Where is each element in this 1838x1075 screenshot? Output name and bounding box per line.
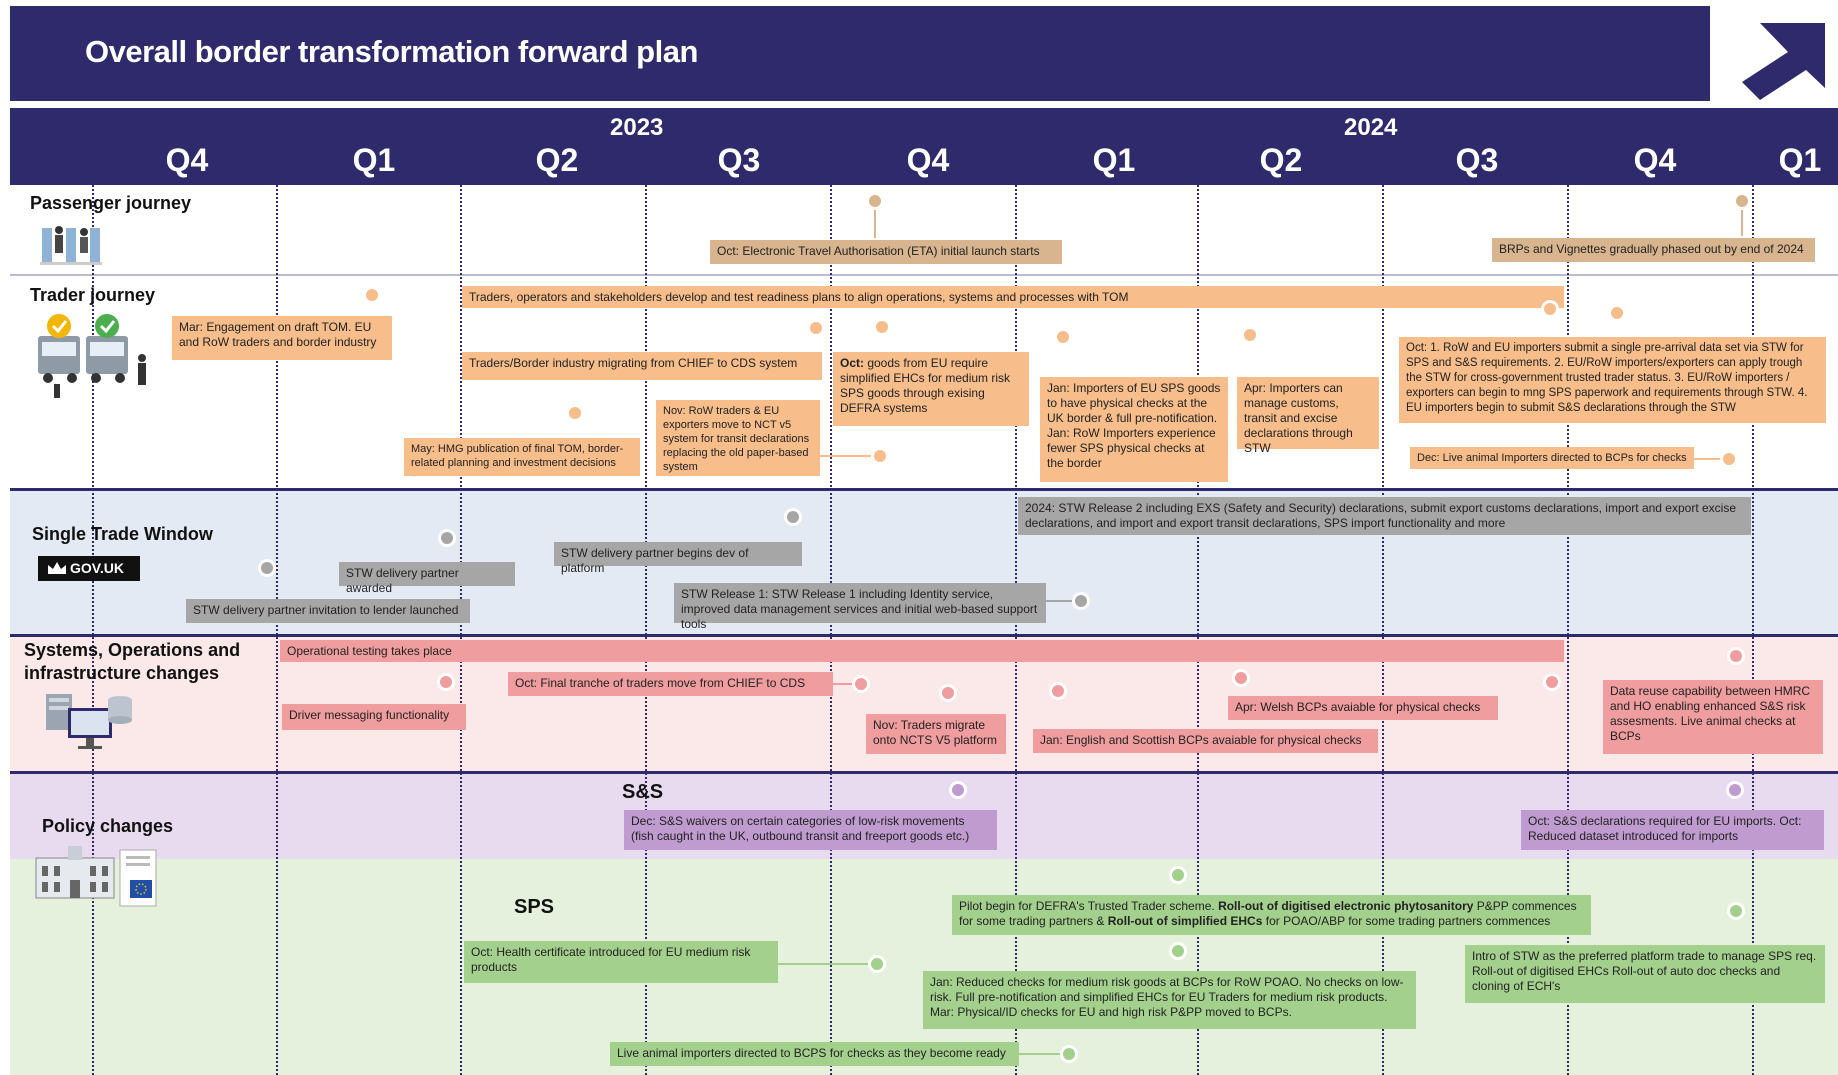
milestone-sps-pilot bbox=[952, 895, 1591, 935]
milestone-apr-welsh-bcps: Apr: Welsh BCPs avaiable for physical checks bbox=[1228, 696, 1498, 720]
milestone-brp: BRPs and Vignettes gradually phased out by end of 2024 bbox=[1492, 238, 1815, 262]
quarter-label: Q4 bbox=[1633, 142, 1677, 178]
bar-stw-release2: 2024: STW Release 2 including EXS (Safety and Security) declarations, submit export customs declarations, import and export excise declarations, and import and export transit declarations, SPS import functionality and more bbox=[1018, 497, 1751, 535]
pilot-text-b: Roll-out of digitised electronic phytosanitory bbox=[1218, 899, 1474, 913]
oct-label: Oct: bbox=[840, 356, 864, 370]
milestone-jan-reduced-checks: Jan: Reduced checks for medium risk goods at BCPs for RoW POAO. No checks on low-risk. Full pre-notification and simplified EHCs for EU Traders for medium risk products. Mar: Physical/ID checks for EU and high risk P&PP moved to BCPs. bbox=[923, 971, 1416, 1029]
milestone-dot bbox=[868, 955, 886, 973]
milestone-dot bbox=[939, 684, 957, 702]
quarter-label: Q1 bbox=[1778, 142, 1822, 178]
milestone-stw-invitation: STW delivery partner invitation to lender launched bbox=[186, 599, 470, 623]
servers-computer-icon bbox=[44, 690, 134, 756]
pilot-text-c: P&PP commences for some trading partners & bbox=[959, 899, 1577, 928]
milestone-dot bbox=[1726, 781, 1744, 799]
milestone-dot bbox=[1720, 450, 1738, 468]
quarter-divider bbox=[1752, 150, 1754, 1075]
milestone-dot bbox=[873, 318, 891, 336]
milestone-dot bbox=[949, 781, 967, 799]
quarter-label: Q3 bbox=[1455, 142, 1499, 178]
parliament-eu-icon bbox=[34, 846, 160, 910]
milestone-eta: Oct: Electronic Travel Authorisation (ETA) initial launch starts bbox=[710, 240, 1062, 264]
lane-title-trader: Trader journey bbox=[30, 285, 156, 305]
milestone-dot bbox=[1049, 682, 1067, 700]
bar-readiness-plans: Traders, operators and stakeholders develop and test readiness plans to align operations, systems and processes with TOM bbox=[462, 286, 1564, 308]
milestone-stw-dev: STW delivery partner begins dev of platform bbox=[554, 542, 802, 566]
milestone-mar-engagement: Mar: Engagement on draft TOM. EU and RoW traders and border industry bbox=[172, 316, 392, 360]
quarter-label: Q2 bbox=[535, 142, 579, 178]
milestone-dot bbox=[1541, 300, 1559, 318]
milestone-dot bbox=[1232, 669, 1250, 687]
milestone-stw-awarded: STW delivery partner awarded bbox=[339, 562, 515, 586]
milestone-driver-messaging: Driver messaging functionality bbox=[282, 704, 466, 730]
milestone-dot bbox=[784, 508, 802, 526]
milestone-apr-stw: Apr: Importers can manage customs, transit and excise declarations through STW bbox=[1237, 377, 1379, 449]
quarter-label: Q1 bbox=[1092, 142, 1136, 178]
milestone-data-reuse: Data reuse capability between HMRC and HO enabling enhanced S&S risk assesments. Live animal checks at BCPs bbox=[1603, 680, 1823, 754]
pilot-text-e: for POAO/ABP for some trading partners commences bbox=[1262, 914, 1551, 928]
milestone-jan-bcps: Jan: English and Scottish BCPs avaiable for physical checks bbox=[1033, 729, 1378, 753]
quarter-label: Q4 bbox=[165, 142, 209, 178]
pilot-text-a: Pilot begin for DEFRA's Trusted Trader scheme. bbox=[959, 899, 1219, 913]
milestone-dot bbox=[852, 675, 870, 693]
milestone-may-tom: May: HMG publication of final TOM, border-related planning and investment decisions bbox=[404, 438, 640, 476]
milestone-nov-nct: Nov: RoW traders & EU exporters move to NCT v5 system for transit declarations replacing the old paper-based system bbox=[656, 400, 820, 476]
milestone-dot bbox=[1727, 647, 1745, 665]
milestone-oct-ehc bbox=[833, 352, 1029, 426]
milestone-dot bbox=[1169, 942, 1187, 960]
oct-text: goods from EU require simplified EHCs for medium risk SPS goods through exising DEFRA systems bbox=[840, 356, 1011, 415]
lane-title-systems-2: infrastructure changes bbox=[24, 663, 220, 683]
pilot-text-d: Roll-out of simplified EHCs bbox=[1107, 914, 1263, 928]
milestone-final-tranche: Oct: Final tranche of traders move from CHIEF to CDS bbox=[508, 672, 833, 696]
milestone-dot bbox=[1608, 304, 1626, 322]
milestone-dot bbox=[258, 559, 276, 577]
govuk-badge-text: GOV.UK bbox=[70, 560, 124, 576]
milestone-dot bbox=[1060, 1045, 1078, 1063]
milestone-dot bbox=[1169, 866, 1187, 884]
milestone-dot bbox=[866, 192, 884, 210]
milestone-dec-live-animal: Dec: Live animal Importers directed to BCPs for checks bbox=[1410, 447, 1694, 469]
lane-title-stw: Single Trade Window bbox=[32, 524, 213, 544]
milestone-nov-ncts: Nov: Traders migrate onto NCTS V5 platform bbox=[866, 714, 1006, 754]
milestone-dot bbox=[566, 404, 584, 422]
connector bbox=[778, 963, 876, 965]
milestone-stw-release1: STW Release 1: STW Release 1 including Identity service, improved data management services and initial web-based support tools bbox=[674, 583, 1046, 623]
header-cut bbox=[1635, 6, 1710, 101]
quarter-divider bbox=[1567, 150, 1569, 1075]
milestone-dot bbox=[1054, 328, 1072, 346]
lane-title-systems-1: Systems, Operations and bbox=[24, 640, 241, 660]
lane-title-policy: Policy changes bbox=[42, 816, 174, 836]
milestone-oct-stw-importers: Oct: 1. RoW and EU importers submit a single pre-arrival data set via STW for SPS and S&S requirements. 2. EU/RoW importers/exporters can apply trough the STW for cross-government trusted trader status. 3. EU/RoW importers / exporters can begin to mng SPS paperwork and requirements through STW. 4. EU importers begin to submit S&S declarations through the STW bbox=[1399, 337, 1826, 423]
milestone-dot bbox=[438, 529, 456, 547]
milestone-dot bbox=[1072, 592, 1090, 610]
milestone-ss-dec: Dec: S&S waivers on certain categories of low-risk movements (fish caught in the UK, outbound transit and freeport goods etc.) bbox=[624, 810, 997, 850]
milestone-health-cert: Oct: Health certificate introduced for EU medium risk products bbox=[464, 941, 778, 983]
passenger-gates-icon bbox=[40, 220, 102, 266]
quarter-label: Q2 bbox=[1259, 142, 1303, 178]
milestone-dot bbox=[1543, 673, 1561, 691]
milestone-chief-cds: Traders/Border industry migrating from CHIEF to CDS system bbox=[462, 352, 822, 380]
milestone-intro-stw-sps: Intro of STW as the preferred platform trade to manage SPS req. Roll-out of digitised EHCs Roll-out of auto doc checks and cloning of ECH's bbox=[1465, 945, 1825, 1003]
milestone-ss-oct: Oct: S&S declarations required for EU imports. Oct: Reduced dataset introduced for imports bbox=[1521, 810, 1824, 850]
crown-icon bbox=[46, 560, 68, 576]
quarter-label: Q1 bbox=[352, 142, 396, 178]
year-2023: 2023 bbox=[610, 114, 664, 141]
milestone-dot bbox=[807, 319, 825, 337]
milestone-dot bbox=[1733, 192, 1751, 210]
page-title: Overall border transformation forward plan bbox=[85, 34, 698, 69]
quarter-label: Q4 bbox=[906, 142, 950, 178]
milestone-dot bbox=[871, 447, 889, 465]
milestone-dot bbox=[1727, 902, 1745, 920]
lane-title-passenger: Passenger journey bbox=[30, 193, 192, 213]
milestone-dot bbox=[363, 286, 381, 304]
arrow-logo-icon bbox=[1740, 18, 1830, 103]
milestone-dot bbox=[437, 673, 455, 691]
sps-heading: SPS bbox=[514, 896, 555, 918]
bar-operational-testing: Operational testing takes place bbox=[280, 640, 1564, 662]
trucks-icon bbox=[34, 312, 150, 398]
quarter-label: Q3 bbox=[717, 142, 761, 178]
year-2024: 2024 bbox=[1344, 114, 1398, 141]
milestone-live-animal-bcps: Live animal importers directed to BCPS for checks as they become ready bbox=[610, 1042, 1019, 1066]
ss-heading: S&S bbox=[622, 781, 664, 803]
milestone-jan-sps: Jan: Importers of EU SPS goods to have physical checks at the UK border & full pre-notification. Jan: RoW Importers experience fewer SPS physical checks at the border bbox=[1040, 377, 1228, 482]
milestone-dot bbox=[1241, 326, 1259, 344]
